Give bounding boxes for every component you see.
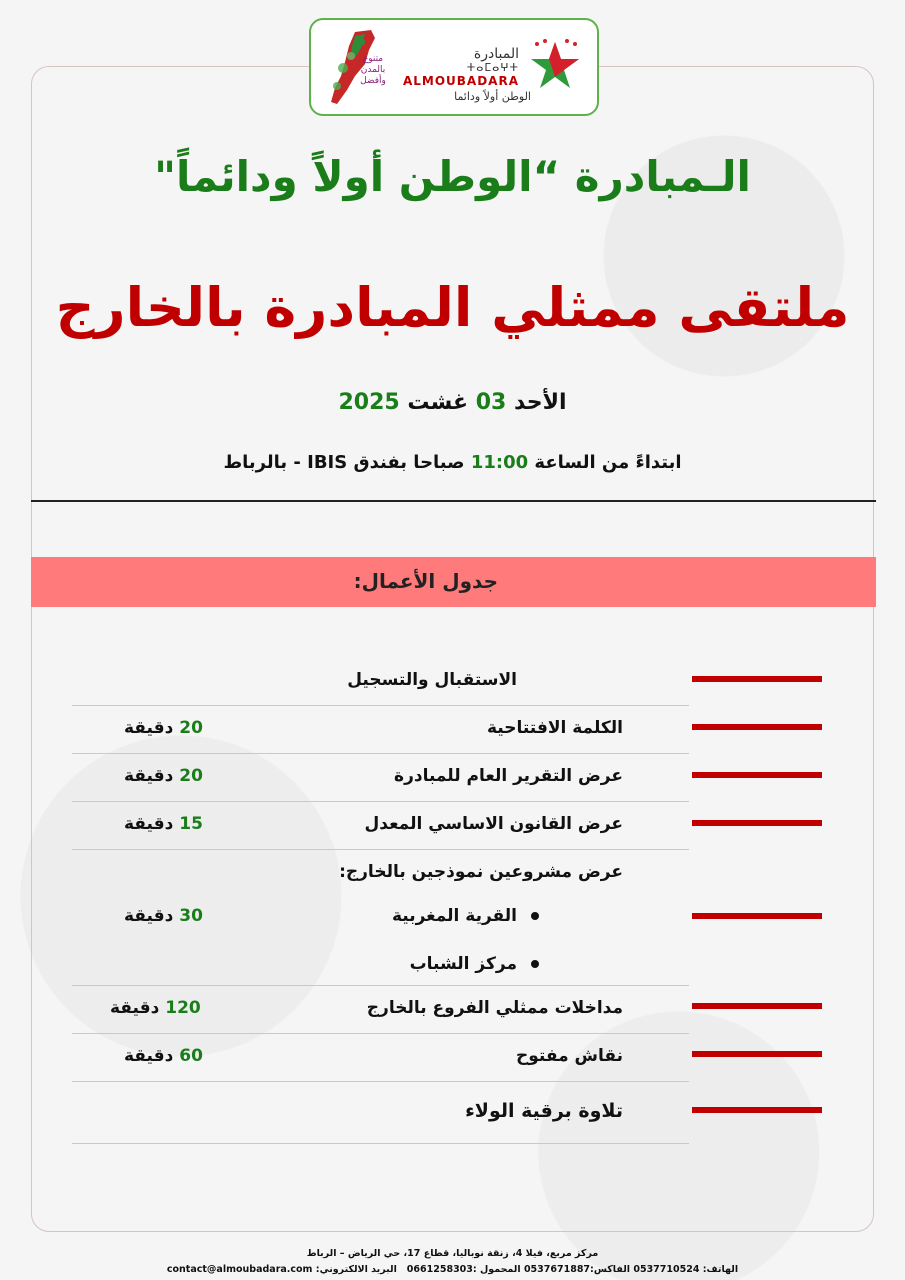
duration-minutes: 20 xyxy=(179,766,203,786)
duration-minutes: 15 xyxy=(179,814,203,834)
agenda-row xyxy=(72,1082,689,1144)
agenda-row xyxy=(72,850,689,986)
agenda-bullet-bar xyxy=(692,820,822,826)
duration-unit: دقيقة xyxy=(124,718,174,738)
event-title: ملتقى ممثلي المبادرة بالخارج xyxy=(55,276,850,339)
agenda-item-label: مداخلات ممثلي الفروع بالخارج xyxy=(366,998,623,1018)
duration-unit: دقيقة xyxy=(124,1046,174,1066)
date-year: 2025 xyxy=(338,390,400,415)
agenda-item-duration xyxy=(124,766,203,786)
event-time-venue xyxy=(0,452,905,473)
event-date xyxy=(0,390,905,415)
footer-contacts xyxy=(0,1264,905,1275)
agenda-bullet-bar xyxy=(692,676,822,682)
footer-email-label: البريد الالكتروني: xyxy=(315,1264,397,1275)
agenda-item-duration xyxy=(124,1046,203,1066)
footer-phones: الهاتف: 0537710524 الفاكس:0537671887 المحمول :0661258303 xyxy=(406,1264,739,1275)
agenda-row xyxy=(72,754,689,802)
logo-name-tifinagh: ⵜⴰⵎⴰⵖⵜ xyxy=(466,61,519,74)
logo-box xyxy=(309,18,599,116)
sub-item xyxy=(392,906,539,926)
bullet-dot-icon xyxy=(531,912,539,920)
agenda-item-duration xyxy=(110,998,201,1018)
agenda-title: جدول الأعمال: xyxy=(353,569,498,593)
duration-minutes: 60 xyxy=(179,1046,203,1066)
footer-email[interactable]: contact@almoubadara.com xyxy=(166,1264,313,1275)
footer-address: مركز مربع، فيلا 4، زنقة نوباليا، قطاع 17، حي الرياض – الرباط xyxy=(306,1248,599,1259)
time-hour: 11:00 xyxy=(470,452,529,473)
divider xyxy=(31,500,876,502)
logo-name xyxy=(403,46,519,88)
duration-unit: دقيقة xyxy=(124,814,174,834)
agenda-header xyxy=(31,557,876,607)
duration-unit: دقيقة xyxy=(124,906,174,926)
agenda-bullet-bar xyxy=(692,1107,822,1113)
duration-minutes: 30 xyxy=(179,906,203,926)
time-prefix: ابتداءً من الساعة xyxy=(534,452,682,473)
agenda-row xyxy=(72,802,689,850)
duration-minutes: 20 xyxy=(179,718,203,738)
agenda-bullet-bar xyxy=(692,772,822,778)
agenda-bullet-bar xyxy=(692,724,822,730)
sub-item-label: القرية المغربية xyxy=(391,906,517,926)
agenda-item-label: عرض مشروعين نموذجين بالخارج: xyxy=(339,862,623,882)
logo-name-arabic: المبادرة xyxy=(473,46,519,62)
party-star-icon xyxy=(527,38,583,94)
agenda-row xyxy=(72,1034,689,1082)
date-day-number: 03 xyxy=(475,390,507,415)
sub-item xyxy=(410,954,539,974)
logo-name-latin: ALMOUBADARA xyxy=(402,74,519,88)
agenda-row xyxy=(72,986,689,1034)
agenda-item-duration xyxy=(124,906,203,926)
agenda-row xyxy=(72,658,689,706)
agenda-item-label: الكلمة الافتتاحية xyxy=(486,718,623,738)
time-suffix: صباحا بفندق IBIS - بالرباط xyxy=(223,452,465,473)
slogan-title: الـمبادرة “الوطن أولاً ودائماً" xyxy=(154,152,751,201)
agenda-item-label: عرض القانون الاساسي المعدل xyxy=(364,814,623,834)
agenda-item-label: تلاوة برقية الولاء xyxy=(465,1100,623,1122)
campaign-text: متنوع بالمدن وأفضل xyxy=(360,54,386,86)
logo-slogan: الوطن أولاً ودائما xyxy=(454,90,531,103)
bullet-dot-icon xyxy=(531,960,539,968)
agenda-item-label: الاستقبال والتسجيل xyxy=(347,670,517,690)
date-month: غشت xyxy=(407,390,469,415)
agenda-bullet-bar xyxy=(692,1003,822,1009)
agenda-item-label: عرض التقرير العام للمبادرة xyxy=(394,766,623,786)
agenda-row xyxy=(72,706,689,754)
duration-unit: دقيقة xyxy=(124,766,174,786)
agenda-item-label: نقاش مفتوح xyxy=(516,1046,623,1066)
duration-minutes: 120 xyxy=(165,998,201,1018)
agenda-bullet-bar xyxy=(692,1051,822,1057)
agenda-bullet-bar xyxy=(692,913,822,919)
sub-item-label: مركز الشباب xyxy=(409,954,517,974)
agenda-item-duration xyxy=(124,718,203,738)
duration-unit: دقيقة xyxy=(110,998,160,1018)
date-day: الأحد xyxy=(514,390,567,415)
agenda-item-duration xyxy=(124,814,203,834)
